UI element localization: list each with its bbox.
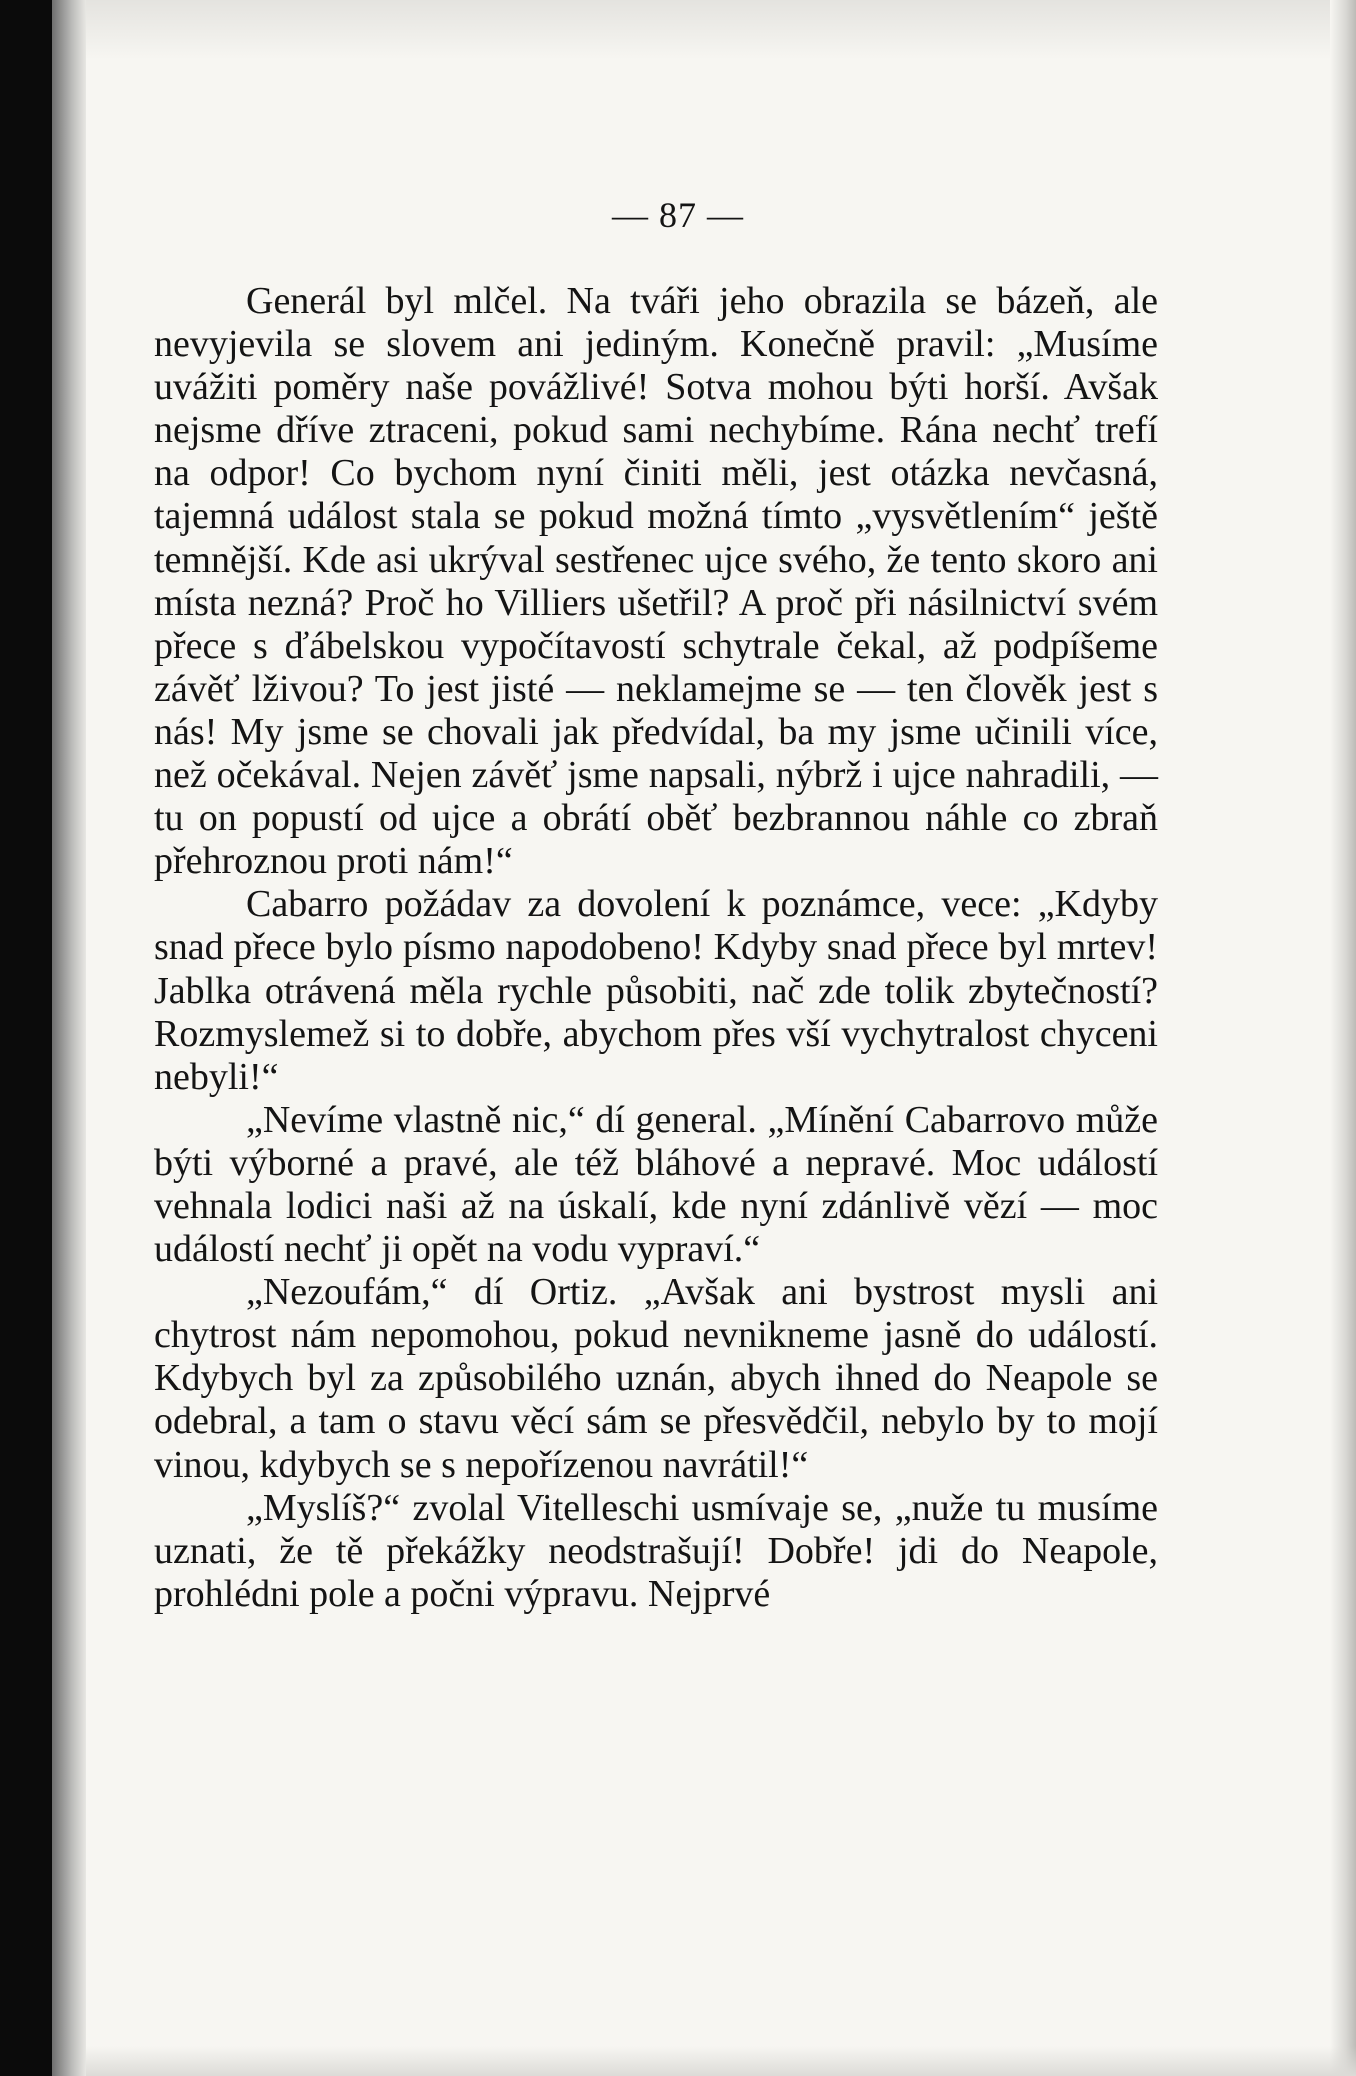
paragraph: „Myslíš?“ zvolal Vitelleschi usmívaje se, „nuže tu musíme uznati, že tě překážky neodstrašují! Dobře! jdi do Neapole, prohlédni pole a počni výpravu. Nejprvé — [154, 1486, 1158, 1615]
paragraph: „Nezoufám,“ dí Ortiz. „Avšak ani bystrost mysli ani chytrost nám nepomohou, pokud nevnikneme jasně do událostí. Kdybych byl za způsobilého uznán, abych ihned do Neapole se odebral, a tam o stavu věcí sám se přesvědčil, nebylo by to mojí vinou, kdybych se s nepořízenou navrátil!“ — [154, 1271, 1158, 1486]
page-right-edge — [1330, 0, 1356, 2076]
page-body — [154, 280, 1158, 1616]
page-number: — 87 — — [612, 195, 744, 235]
gutter-shadow — [52, 0, 86, 2076]
book-spine-shadow — [0, 0, 52, 2076]
top-page-shadow — [86, 0, 1356, 60]
paragraph: Cabarro požádav za dovolení k poznámce, vece: „Kdyby snad přece bylo písmo napodobeno! Kdyby snad přece byl mrtev! Jablka otrávená měla rychle působiti, nač zde tolik zbytečností? Rozmyslemež si to dobře, abychom přes vší vychytralost chyceni nebyli!“ — [154, 883, 1158, 1098]
paragraph: „Nevíme vlastně nic,“ dí general. „Mínění Cabarrovo může býti výborné a pravé, ale též bláhové a nepravé. Moc událostí vehnala lodici naši až na úskalí, kde nyní zdánlivě vězí — moc událostí nechť ji opět na vodu vypraví.“ — [154, 1098, 1158, 1271]
page-bottom-edge — [86, 2046, 1356, 2076]
paragraph: Generál byl mlčel. Na tváři jeho obrazila se bázeň, ale nevyjevila se slovem ani jediným. Konečně pravil: „Musíme uvážiti poměry naše povážlivé! Sotva mohou býti horší. Avšak nejsme dříve ztraceni, pokud sami nechybíme. Rána nechť trefí na odpor! Co bychom nyní činiti měli, jest otázka nevčasná, tajemná událost stala se pokud možná tímto „vysvětlením“ ještě temnější. Kde asi ukrýval sestřenec ujce svého, že tento skoro ani místa nezná? Proč ho Villiers ušetřil? A proč při násilnictví svém přece s ďábelskou vypočítavostí schytrale čekal, až podpíšeme závěť lživou? To jest jisté — neklamejme se — ten člověk jest s nás! My jsme se chovali jak předvídal, ba my jsme učinili více, než očekával. Nejen závěť jsme napsali, nýbrž i ujce nahradili, — tu on popustí od ujce a obrátí oběť bezbrannou náhle co zbraň přehroznou proti nám!“ — [154, 280, 1158, 883]
